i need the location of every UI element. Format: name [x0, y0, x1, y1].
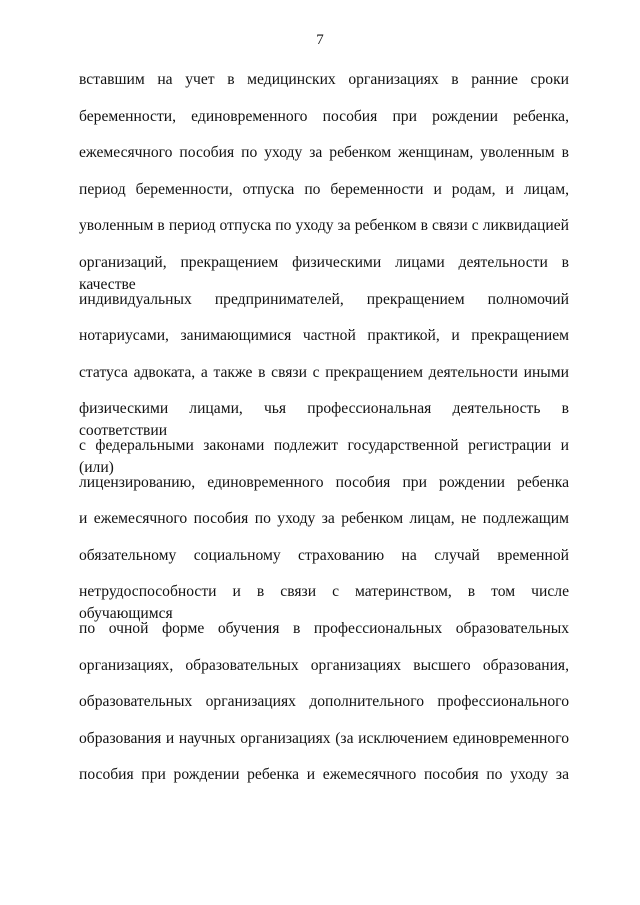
text-line: вставшим на учет в медицинских организациях в ранние сроки — [79, 71, 569, 88]
text-line: нетрудоспособности и в связи с материнством, в том числе обучающимся — [79, 583, 569, 623]
text-line: статуса адвоката, а также в связи с прекращением деятельности иными — [79, 363, 569, 381]
text-line: организаций, прекращением физическими лицами деятельности в качестве — [79, 253, 569, 293]
text-line: нотариусами, занимающимися частной практикой, и прекращением — [79, 327, 569, 345]
text-line: по очной форме обучения в профессиональных образовательных — [79, 619, 569, 637]
text-line: образования и научных организациях (за исключением единовременного — [79, 729, 569, 747]
page-number: 7 — [316, 32, 324, 48]
text-line: период беременности, отпуска по беременности и родам, и лицам, — [79, 180, 569, 198]
text-line: ежемесячного пособия по уходу за ребенком женщинам, уволенным в — [79, 144, 569, 162]
text-line: пособия при рождении ребенка и ежемесячного пособия по уходу за — [79, 766, 569, 784]
text-line: лицензированию, единовременного пособия при рождении ребенка — [79, 473, 569, 491]
text-line: образовательных организациях дополнительного профессионального — [79, 693, 569, 711]
text-line: обязательному социальному страхованию на случай временной — [79, 546, 569, 564]
text-line: индивидуальных предпринимателей, прекращением полномочий — [79, 290, 569, 308]
text-line: уволенным в период отпуска по уходу за ребенком в связи с ликвидацией — [79, 217, 569, 235]
text-line: организациях, образовательных организациях высшего образования, — [79, 656, 569, 674]
text-line: и ежемесячного пособия по уходу за ребенком лицам, не подлежащим — [79, 510, 569, 528]
text-line: с федеральными законами подлежит государственной регистрации и (или) — [79, 436, 569, 476]
body-paragraph — [79, 69, 569, 801]
text-line: физическими лицами, чья профессиональная деятельность в соответствии — [79, 400, 569, 440]
text-line: беременности, единовременного пособия при рождении ребенка, — [79, 107, 569, 125]
